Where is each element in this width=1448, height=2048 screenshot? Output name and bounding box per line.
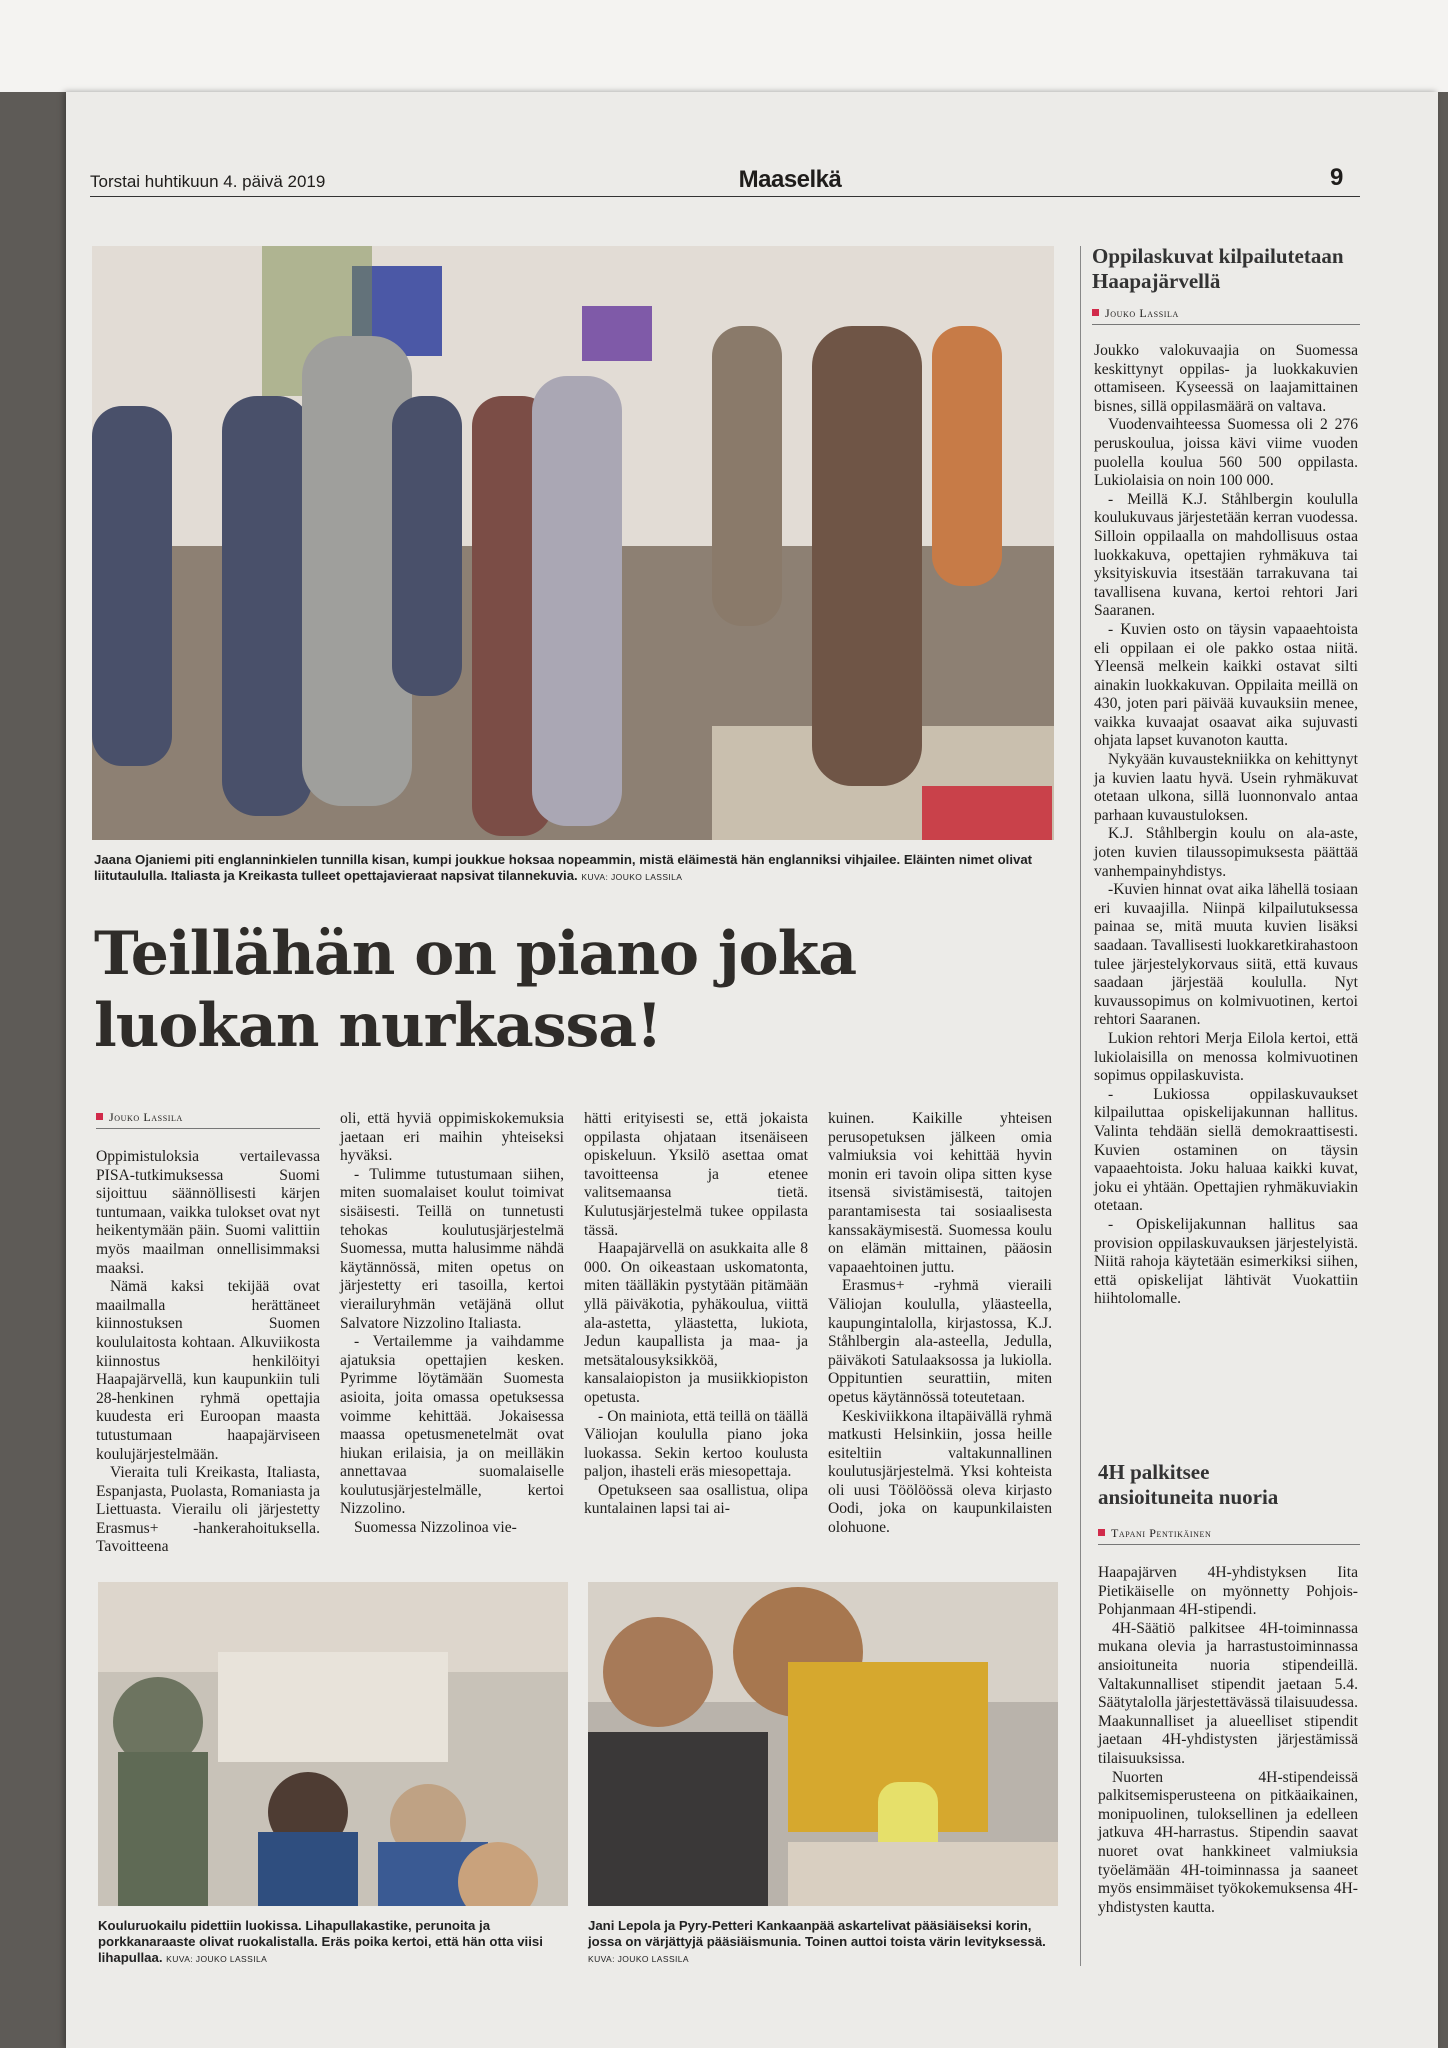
byline-marker	[1098, 1529, 1105, 1536]
page-number: 9	[1330, 164, 1344, 191]
paragraph: kuinen. Kaikille yhteisen perusopetuksen jälkeen omia valmiuksia voi kehittää hyvin monin eri tavoin olipa sitten kyse itsensä sivistämisestä, taitojen parantamisesta tai sosiaalisesta kanssakäymisestä. Suomessa koulu on elämän mittainen, pääosin vapaaehtoinen juttu.	[828, 1110, 1052, 1276]
paragraph: - Opiskelijakunnan hallitus saa provision oppilaskuvauksen järjestelyistä. Niitä rahoja käytetään esimerkiksi siihen, että opiskelijat lähtivät Vuokattiin hiihtolomalle.	[1094, 1215, 1358, 1308]
main-byline	[96, 1110, 320, 1129]
caption-text: Jaana Ojaniemi piti englanninkielen tunnilla kisan, kumpi joukkue hoksaa nopeammin, mistä eläimestä hän englanniksi vihjailee. Eläinten nimet olivat liitutaululla. Italiasta ja Kreikasta tulleet opettajavieraat napsivat tilannekuvia.	[94, 852, 1033, 883]
main-column-1	[96, 1148, 320, 1557]
photo-credit: KUVA: JOUKO LASSILA	[166, 1954, 268, 1964]
main-column-4	[828, 1110, 1052, 1538]
byline-name: Tapani Pentikäinen	[1111, 1526, 1212, 1540]
caption-text: Kouluruokailu pidettiin luokissa. Lihapullakastike, perunoita ja porkkanaraaste olivat ruokalistalla. Eräs poika kertoi, että hän otta viisi lihapullaa.	[98, 1918, 543, 1965]
main-column-2	[340, 1110, 564, 1538]
column-divider	[1080, 246, 1081, 1966]
craft-photo-caption	[588, 1918, 1058, 1967]
side-headline-2: 4H palkitsee ansioituneita nuoria	[1098, 1460, 1279, 1509]
header-rule	[90, 196, 1360, 197]
paragraph: - Kuvien osto on täysin vapaaehtoista eli oppilaan ei ole pakko ostaa niitä. Yleensä melkein kaikki ostavat silti ainakin luokkakuvan. Oppilaita meillä on 430, joten pari päivää kuvauksiin menee, vaikka kuvaajat osaavat aika sujuvasti ohjata lapset kuvanoton kautta.	[1094, 620, 1358, 750]
byline-marker	[96, 1113, 103, 1120]
paper-name: Maaselkä	[738, 166, 842, 193]
paragraph: Keskiviikkona iltapäivällä ryhmä matkusti Helsinkiin, jossa heille esiteltiin valtakunnallinen koulutusjärjestelmä. Yksi kohteista oli uusi Töölöössä oleva kirjasto Oodi, joka on kaupunkilaisten olohuone.	[828, 1407, 1052, 1537]
easter-craft-photo	[588, 1582, 1058, 1906]
photo-credit: KUVA: JOUKO LASSILA	[581, 872, 683, 882]
classroom-photo	[92, 246, 1054, 840]
lunch-photo	[98, 1582, 568, 1906]
byline-name: Jouko Lassila	[1105, 306, 1179, 320]
paragraph: Haapajärvellä on asukkaita alle 8 000. On oikeastaan uskomatonta, miten täälläkin pystytään pitämään yllä päiväkotia, pyhäkoulua, viittä ala-astetta, yläastetta, lukiota, Jedun kaupallista ja maa- ja metsätalousyksikköä, kansalaiopiston ja musiikkiopiston opetusta.	[584, 1240, 808, 1406]
paragraph: - Meillä K.J. Ståhlbergin koululla koulukuvaus järjestetään kerran vuodessa. Silloin oppilaalla on mahdollisuus ostaa luokkakuva, opettajien ryhmäkuva tai yksityiskuvia itsestään tarrakuvana tai tavallisena kuvana, kertoi rehtori Jari Saaranen.	[1094, 490, 1358, 620]
headline-line-2: luokan nurkassa!	[94, 991, 662, 1061]
side-byline-1	[1092, 306, 1360, 325]
paragraph: - Lukiossa oppilaskuvaukset kilpailuttaa opiskelijakunnan hallitus. Valinta tehdään siellä demokraattisesti. Kuvien ostaminen on täysin vapaaehtoista. Joku haluaa kaikki kuvat, joku ei yhtään. Opettajien ryhmäkuviakin otetaan.	[1094, 1085, 1358, 1215]
main-column-3	[584, 1110, 808, 1519]
lunch-photo-caption	[98, 1918, 568, 1967]
byline-marker	[1092, 309, 1099, 316]
side-byline-2	[1098, 1526, 1360, 1545]
paragraph: 4H-Säätiö palkitsee 4H-toiminnassa mukana olevia ja harrastustoiminnassa ansioituneita nuoria stipendeillä. Valtakunnalliset stipendit jaetaan 5.4. Säätytalolla järjestettävässä tilaisuudessa. Maakunnalliset ja alueelliset stipendit jaetaan 4H-yhdistysten järjestämissä tilaisuuksissa.	[1098, 1619, 1358, 1767]
paragraph: Nuorten 4H-stipendeissä palkitsemisperusteena on pitkäaikainen, monipuolinen, tuloksellinen ja edelleen jatkuva 4H-harrastus. Stipendin saavat nuoret ovat hankkineet valmiuksia työelämään 4H-toiminnassa ja saaneet myös ensimmäiset työkokemuksensa 4H-yhdistysten kautta.	[1098, 1768, 1358, 1916]
paragraph: Nykyään kuvaustekniikka on kehittynyt ja kuvien laatu hyvä. Usein ryhmäkuvat otetaan ulkona, sillä luonnonvalo antaa parhaan kuvaustuloksen.	[1094, 751, 1358, 824]
headline-line-1: Teillähän on piano joka	[94, 919, 857, 989]
paragraph: Vuodenvaihteessa Suomessa oli 2 276 peruskoulua, joissa kävi viime vuoden puolella koulua 560 500 oppilasta. Lukiolaisia on noin 100 000.	[1094, 416, 1358, 490]
paragraph: Joukko valokuvaajia on Suomessa keskittynyt oppilas- ja luokkakuvien ottamiseen. Kyseessä on laajamittainen bisnes, sillä oppilasmäärä on valtava.	[1094, 342, 1358, 415]
photo-credit: KUVA: JOUKO LASSILA	[588, 1954, 689, 1964]
main-headline	[94, 918, 994, 1062]
paragraph: - Tulimme tutustumaan siihen, miten suomalaiset koulut toimivat sisäisesti. Teillä on tunnetusti tehokas koulutusjärjestelmä Suomessa, mutta halusimme nähdä käytännössä, miten opetus on järjestetty eri tasoilla, kertoi vierailuryhmän vetäjänä ollut Salvatore Nizzolino Italiasta.	[340, 1165, 564, 1332]
paragraph: Nämä kaksi tekijää ovat maailmalla herättäneet kiinnostuksen Suomen koululaitosta kohtaan. Alkuviikosta kiinnostus henkilöityi Haapajärvellä, kun kaupunkiin tuli 28-henkinen ryhmä opettajia kuudesta eri Euroopan maasta tutustumaan haapajärviseen koulujärjestelmään.	[96, 1278, 320, 1463]
scan-background	[0, 0, 1448, 92]
issue-date: Torstai huhtikuun 4. päivä 2019	[90, 172, 326, 191]
paragraph: Lukion rehtori Merja Eilola kertoi, että lukiolaisilla on menossa kolmivuotinen sopimus oppilaskuvista.	[1094, 1029, 1358, 1085]
paragraph: - On mainiota, että teillä on täällä Väliojan koululla piano joka luokassa. Sekin kertoo koulusta paljon, ihasteli eräs miesopettaja.	[584, 1407, 808, 1481]
paragraph: hätti erityisesti se, että jokaista oppilasta ohjataan itsenäiseen opiskeluun. Yksilö asettaa omat tavoitteensa ja etenee valitsemaansa tietä. Kulutusjärjestelmä tukee oppilasta tässä.	[584, 1110, 808, 1239]
paragraph: Erasmus+ -ryhmä vieraili Väliojan koululla, yläasteella, kaupungintalolla, kirjastossa, K.J. Ståhlbergin ala-asteella, Jedulla, päiväkoti Satulaaksossa ja lukiolla. Oppituntien seurattiin, miten opetus käytännössä toteutetaan.	[828, 1277, 1052, 1406]
paragraph: Vieraita tuli Kreikasta, Italiasta, Espanjasta, Puolasta, Romaniasta ja Liettuasta. Vierailu oli järjestetty Erasmus+ -hankerahoituksella. Tavoitteena	[96, 1464, 320, 1556]
paragraph: K.J. Ståhlbergin koulu on ala-aste, joten kuvien tilaussopimuksesta päättää vanhempainyhdistys.	[1094, 825, 1358, 880]
paragraph: Suomessa Nizzolinoa vie-	[354, 1519, 517, 1537]
paragraph: Haapajärven 4H-yhdistyksen Iita Pietikäiselle on myönnetty Pohjois-Pohjanmaan 4H-stipendi.	[1098, 1564, 1358, 1619]
paragraph: Oppimistuloksia vertailevassa PISA-tutkimuksessa Suomi sijoittuu säännöllisesti kärjen tuntumaan, vaikka tulokset ovat nyt heikentymään päin. Suomi valittiin myös maailman onnellisimmaksi maaksi.	[96, 1148, 320, 1277]
paragraph: oli, että hyviä oppimiskokemuksia jaetaan eri maihin yhteiseksi hyväksi.	[340, 1110, 564, 1165]
byline-name: Jouko Lassila	[109, 1110, 183, 1124]
paragraph: - Vertailemme ja vaihdamme ajatuksia opettajien kesken. Pyrimme löytämään Suomesta asioita, joita omassa opetuksessa voimme kehittää. Jokaisessa maassa opetusmenetelmät ovat hiukan erilaisia, ja on meilläkin annettavaa suomalaiselle koulutusjärjestelmälle, kertoi Nizzolino.	[340, 1333, 564, 1518]
paragraph: Opetukseen saa osallistua, olipa kuntalainen lapsi tai ai-	[584, 1481, 808, 1518]
side-article-2-body	[1098, 1564, 1358, 1917]
side-article-1-body	[1094, 342, 1358, 1309]
top-photo-caption	[94, 852, 1054, 885]
side-headline-1: Oppilaskuvat kilpailutetaan Haapajärvellä	[1092, 244, 1344, 293]
paragraph: -Kuvien hinnat ovat aika lähellä tosiaan eri kuvaajilla. Niinpä kilpailutuksessa painaa se, mitä muuta kuvien lisäksi saadaan. Tavallisesti luokkaretkirahastoon tulee järjestelykorvaus siitä, että kuvaus saadaan järjestää koululla. Nyt kuvaussopimus on kolmivuotinen, kertoi rehtori Saaranen.	[1094, 881, 1358, 1029]
caption-text: Jani Lepola ja Pyry-Petteri Kankaanpää askartelivat pääsiäiseksi korin, jossa on värjättyjä pääsiäismunia. Toinen auttoi toista värin levityksessä.	[588, 1918, 1046, 1949]
